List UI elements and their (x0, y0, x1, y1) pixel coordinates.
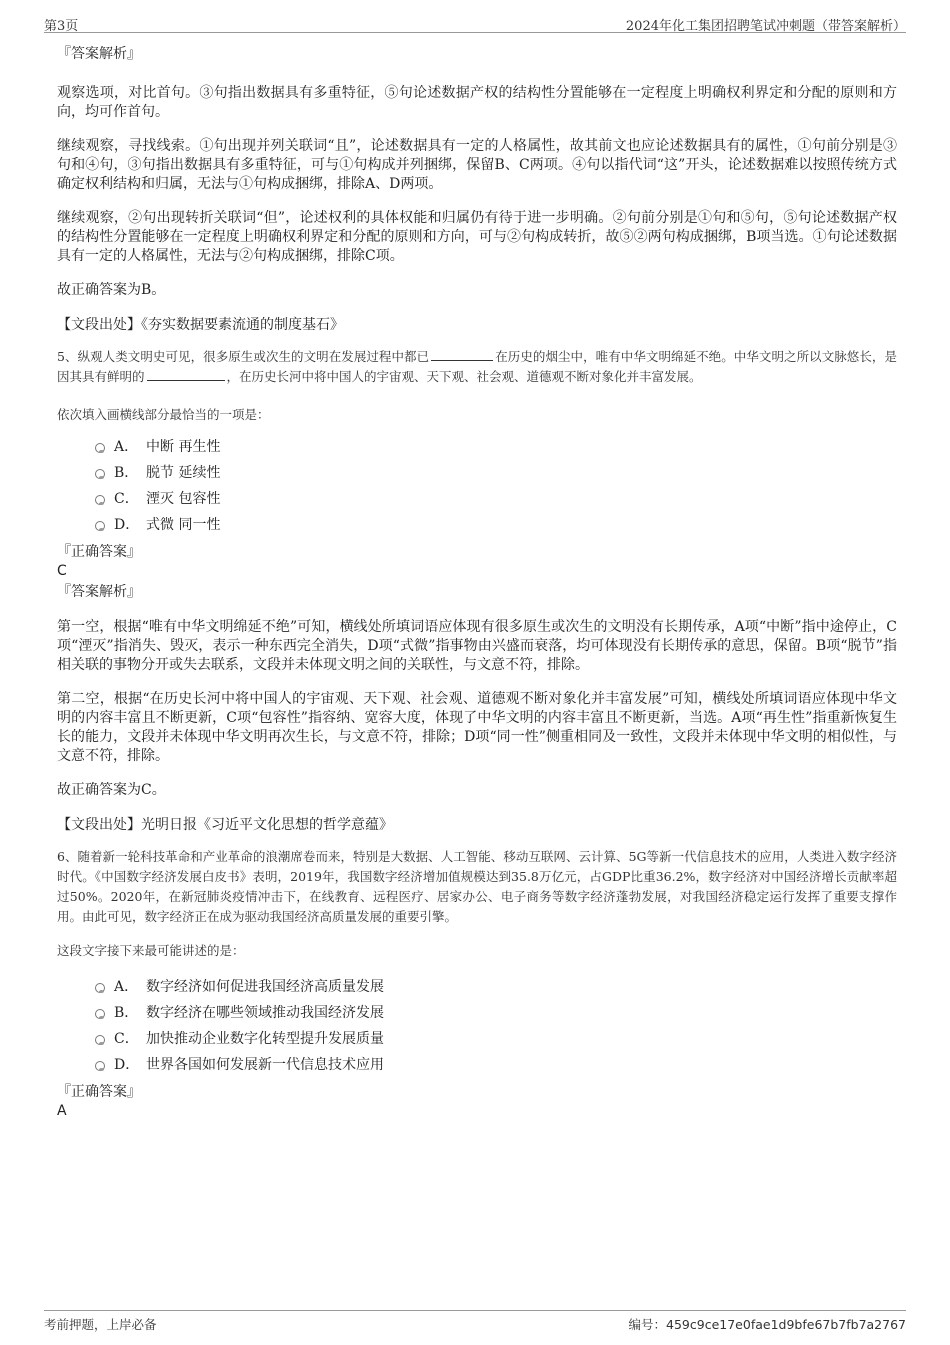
footer-slogan: 考前押题，上岸必备 (44, 1317, 157, 1332)
q5-option-c[interactable]: C． 湮灭 包容性 (57, 486, 897, 512)
q6-option-b[interactable]: B． 数字经济在哪些领域推动我国经济发展 (57, 1000, 897, 1026)
q6-answer: A (57, 1103, 67, 1119)
page-content (57, 40, 897, 1120)
radio-icon[interactable] (95, 469, 105, 479)
q4-answer-statement: 故正确答案为B。 (57, 282, 166, 298)
q6-option-a[interactable]: A． 数字经济如何促进我国经济高质量发展 (57, 974, 897, 1000)
q5-option-b[interactable]: B． 脱节 延续性 (57, 460, 897, 486)
q4-analysis-label: 『答案解析』 (57, 46, 141, 62)
radio-icon[interactable] (95, 1061, 105, 1071)
q5-blank-2 (147, 368, 225, 381)
q6-question-text: 6、随着新一轮科技革命和产业革命的浪潮席卷而来，特别是大数据、人工智能、移动互联网、云计算、5G等新一代信息技术的应用，人类进入数字经济时代。《中国数字经济发展白皮书》表明，2019年，我国数字经济增加值规模达到35.8万亿元，占GDP比重36.2%，数字经济对中国经济增长贡献率超过50%。2020年，在新冠肺炎疫情冲击下，在线教育、远程医疗、居家办公、电子商务等数字经济蓬勃发展，对我国经济稳定运行发挥了重要支撑作用。由此可见，数字经济正在成为驱动我国经济高质量发展的重要引擎。 (57, 849, 897, 924)
q4-analysis-para-1: 观察选项，对比首句。③句指出数据具有多重特征，⑤句论述数据产权的结构性分置能够在一定程度上明确权利界定和分配的原则和方向，均可作首句。 (57, 85, 897, 120)
radio-icon[interactable] (95, 1009, 105, 1019)
q5-option-a[interactable]: A． 中断 再生性 (57, 434, 897, 460)
radio-icon[interactable] (95, 1035, 105, 1045)
q6-option-d[interactable]: D． 世界各国如何发展新一代信息技术应用 (57, 1052, 897, 1078)
page-number: 第3页 (44, 19, 79, 34)
q5-analysis-para-1: 第一空，根据“唯有中华文明绵延不绝”可知，横线处所填词语应体现有很多原生或次生的文明没有长期传承，A项“中断”指中途停止，C项“湮灭”指消失、毁灭，表示一种东西完全消失，D项“式微”指事物由兴盛而衰落，均可体现没有长期传承的意思，保留。B项“脱节”指相关联的事物分开或失去联系，文段并未体现文明之间的关联性，与文意不符，排除。 (57, 619, 897, 673)
q4-analysis-para-2: 继续观察，寻找线索。①句出现并列关联词“且”，论述数据具有一定的人格属性，故其前文也应论述数据具有的属性，①句前分别是③句和④句，③句指出数据具有多重特征，可与①句构成并列捆绑，保留B、C两项。④句以指代词“这”开头，论述数据难以按照传统方式确定权利结构和归属，无法与①句构成捆绑，排除A、D两项。 (57, 138, 897, 192)
q5-instruction: 依次填入画横线部分最恰当的一项是： (57, 407, 270, 422)
q4-analysis-para-3: 继续观察，②句出现转折关联词“但”，论述权利的具体权能和归属仍有待于进一步明确。②句前分别是①句和⑤句，⑤句论述数据产权的结构性分置能够在一定程度上明确权利界定和分配的原则和方向，可与②句构成转折，故⑤②两句构成捆绑，B项当选。①句论述数据具有一定的人格属性，无法与②句构成捆绑，排除C项。 (57, 210, 897, 264)
q5-answer-label: 『正确答案』 (57, 544, 141, 560)
document-title: 2024年化工集团招聘笔试冲刺题（带答案解析） (625, 19, 906, 34)
document-code: 编号：459c9ce17e0fae1d9bfe67b7fb7a2767 (628, 1317, 906, 1332)
radio-icon[interactable] (95, 443, 105, 453)
q6-options (57, 974, 897, 1078)
q4-source: 【文段出处】《夯实数据要素流通的制度基石》 (57, 317, 344, 333)
q5-analysis-para-2: 第二空，根据“在历史长河中将中国人的宇宙观、天下观、社会观、道德观不断对象化并丰富发展”可知，横线处所填词语应体现中华文明的内容丰富且不断更新，C项“包容性”指容纳、宽容大度，体现了中华文明的内容丰富且不断更新，当选。A项“再生性”指重新恢复生长的能力，文段并未体现中华文明再次生长，与文意不符，排除；D项“同一性”侧重相同及一致性，文段并未体现中华文明的相似性，与文意不符，排除。 (57, 691, 897, 764)
radio-icon[interactable] (95, 495, 105, 505)
q6-instruction: 这段文字接下来最可能讲述的是： (57, 943, 245, 958)
q5-answer: C (57, 563, 67, 579)
q5-options (57, 434, 897, 538)
q5-question-text: 5、纵观人类文明史可见，很多原生或次生的文明在发展过程中都已 在历史的烟尘中，唯有中华文明绵延不绝。中华文明之所以文脉悠长，是因其具有鲜明的 ，在历史长河中将中国人的宇宙观、天下观、社会观、道德观不断对象化并丰富发展。 (57, 349, 897, 384)
q6-answer-label: 『正确答案』 (57, 1084, 141, 1100)
page-header (44, 12, 906, 33)
page-footer (44, 1310, 906, 1335)
q5-option-d[interactable]: D． 式微 同一性 (57, 512, 897, 538)
q5-blank-1 (431, 348, 493, 361)
radio-icon[interactable] (95, 983, 105, 993)
q6-option-c[interactable]: C． 加快推动企业数字化转型提升发展质量 (57, 1026, 897, 1052)
q5-source: 【文段出处】光明日报《习近平文化思想的哲学意蕴》 (57, 817, 393, 833)
q5-analysis-label: 『答案解析』 (57, 584, 141, 600)
radio-icon[interactable] (95, 521, 105, 531)
q5-answer-statement: 故正确答案为C。 (57, 782, 166, 798)
